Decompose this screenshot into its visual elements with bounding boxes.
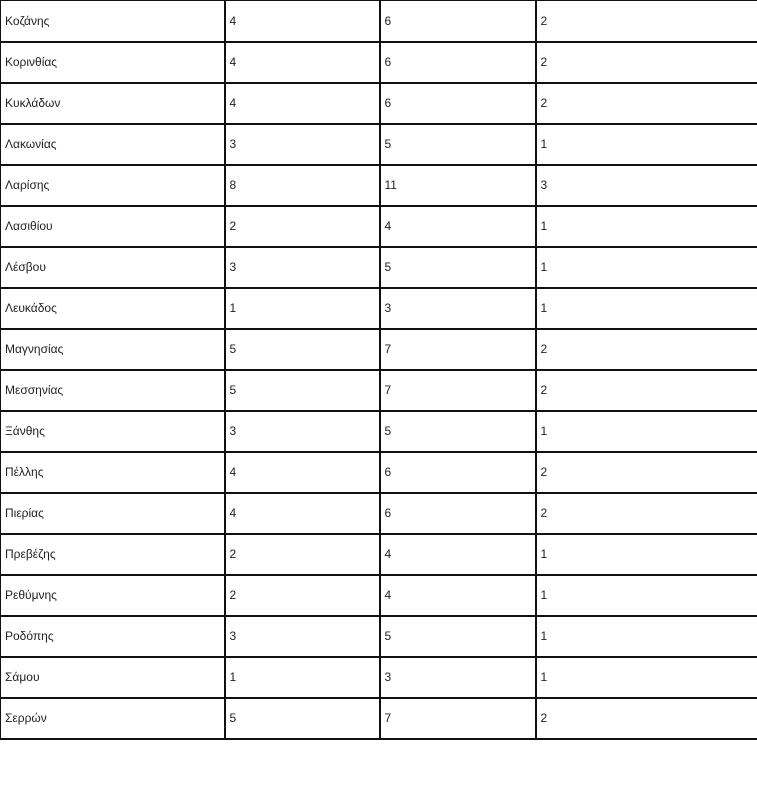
district-name-cell: Κυκλάδων	[1, 83, 225, 124]
table-row	[1, 247, 757, 288]
value-2-cell: 3	[380, 288, 536, 329]
district-name-cell: Πρεβέζης	[1, 534, 225, 575]
value-1-cell: 4	[225, 42, 380, 83]
value-1-cell: 4	[225, 1, 380, 42]
table-row	[1, 370, 757, 411]
table-row	[1, 83, 757, 124]
table-row	[1, 124, 757, 165]
table-row	[1, 657, 757, 698]
district-name-cell: Ξάνθης	[1, 411, 225, 452]
district-name-cell: Σερρών	[1, 698, 225, 739]
district-name-cell: Λαρίσης	[1, 165, 225, 206]
district-name-cell: Μεσσηνίας	[1, 370, 225, 411]
district-name-cell: Λευκάδος	[1, 288, 225, 329]
value-1-cell: 3	[225, 247, 380, 288]
value-1-cell: 5	[225, 370, 380, 411]
table-row	[1, 206, 757, 247]
value-1-cell: 4	[225, 452, 380, 493]
value-3-cell: 1	[536, 657, 757, 698]
value-1-cell: 4	[225, 83, 380, 124]
value-3-cell: 2	[536, 452, 757, 493]
value-1-cell: 4	[225, 493, 380, 534]
value-1-cell: 8	[225, 165, 380, 206]
value-1-cell: 2	[225, 206, 380, 247]
value-1-cell: 3	[225, 411, 380, 452]
value-3-cell: 2	[536, 42, 757, 83]
value-3-cell: 2	[536, 83, 757, 124]
value-2-cell: 5	[380, 411, 536, 452]
value-3-cell: 1	[536, 575, 757, 616]
value-3-cell: 2	[536, 493, 757, 534]
value-3-cell: 2	[536, 698, 757, 739]
value-3-cell: 2	[536, 370, 757, 411]
district-name-cell: Μαγνησίας	[1, 329, 225, 370]
value-2-cell: 6	[380, 42, 536, 83]
district-name-cell: Κορινθίας	[1, 42, 225, 83]
district-name-cell: Κοζάνης	[1, 1, 225, 42]
value-1-cell: 2	[225, 534, 380, 575]
value-3-cell: 3	[536, 165, 757, 206]
value-2-cell: 6	[380, 452, 536, 493]
value-1-cell: 1	[225, 657, 380, 698]
table-body	[1, 1, 757, 739]
value-2-cell: 4	[380, 534, 536, 575]
district-name-cell: Λέσβου	[1, 247, 225, 288]
district-name-cell: Πέλλης	[1, 452, 225, 493]
value-1-cell: 3	[225, 124, 380, 165]
value-1-cell: 3	[225, 616, 380, 657]
value-3-cell: 1	[536, 124, 757, 165]
value-2-cell: 4	[380, 206, 536, 247]
value-2-cell: 5	[380, 247, 536, 288]
value-3-cell: 1	[536, 288, 757, 329]
value-3-cell: 1	[536, 534, 757, 575]
value-2-cell: 4	[380, 575, 536, 616]
value-2-cell: 5	[380, 124, 536, 165]
table-row	[1, 411, 757, 452]
table-row	[1, 42, 757, 83]
value-2-cell: 6	[380, 493, 536, 534]
value-2-cell: 7	[380, 329, 536, 370]
value-2-cell: 7	[380, 698, 536, 739]
value-2-cell: 6	[380, 1, 536, 42]
value-3-cell: 1	[536, 411, 757, 452]
district-name-cell: Σάμου	[1, 657, 225, 698]
table-row	[1, 575, 757, 616]
value-1-cell: 5	[225, 698, 380, 739]
table-row	[1, 1, 757, 42]
table-row	[1, 534, 757, 575]
table-row	[1, 616, 757, 657]
value-1-cell: 5	[225, 329, 380, 370]
value-2-cell: 7	[380, 370, 536, 411]
district-name-cell: Ροδόπης	[1, 616, 225, 657]
value-2-cell: 11	[380, 165, 536, 206]
value-3-cell: 2	[536, 1, 757, 42]
table-row	[1, 288, 757, 329]
value-3-cell: 2	[536, 329, 757, 370]
value-3-cell: 1	[536, 247, 757, 288]
value-1-cell: 2	[225, 575, 380, 616]
table-row	[1, 493, 757, 534]
value-1-cell: 1	[225, 288, 380, 329]
table-row	[1, 165, 757, 206]
value-3-cell: 1	[536, 616, 757, 657]
value-2-cell: 5	[380, 616, 536, 657]
district-name-cell: Ρεθύμνης	[1, 575, 225, 616]
value-3-cell: 1	[536, 206, 757, 247]
district-name-cell: Λακωνίας	[1, 124, 225, 165]
table-row	[1, 452, 757, 493]
table-row	[1, 698, 757, 739]
value-2-cell: 3	[380, 657, 536, 698]
district-name-cell: Πιερίας	[1, 493, 225, 534]
district-name-cell: Λασιθίου	[1, 206, 225, 247]
value-2-cell: 6	[380, 83, 536, 124]
table-row	[1, 329, 757, 370]
